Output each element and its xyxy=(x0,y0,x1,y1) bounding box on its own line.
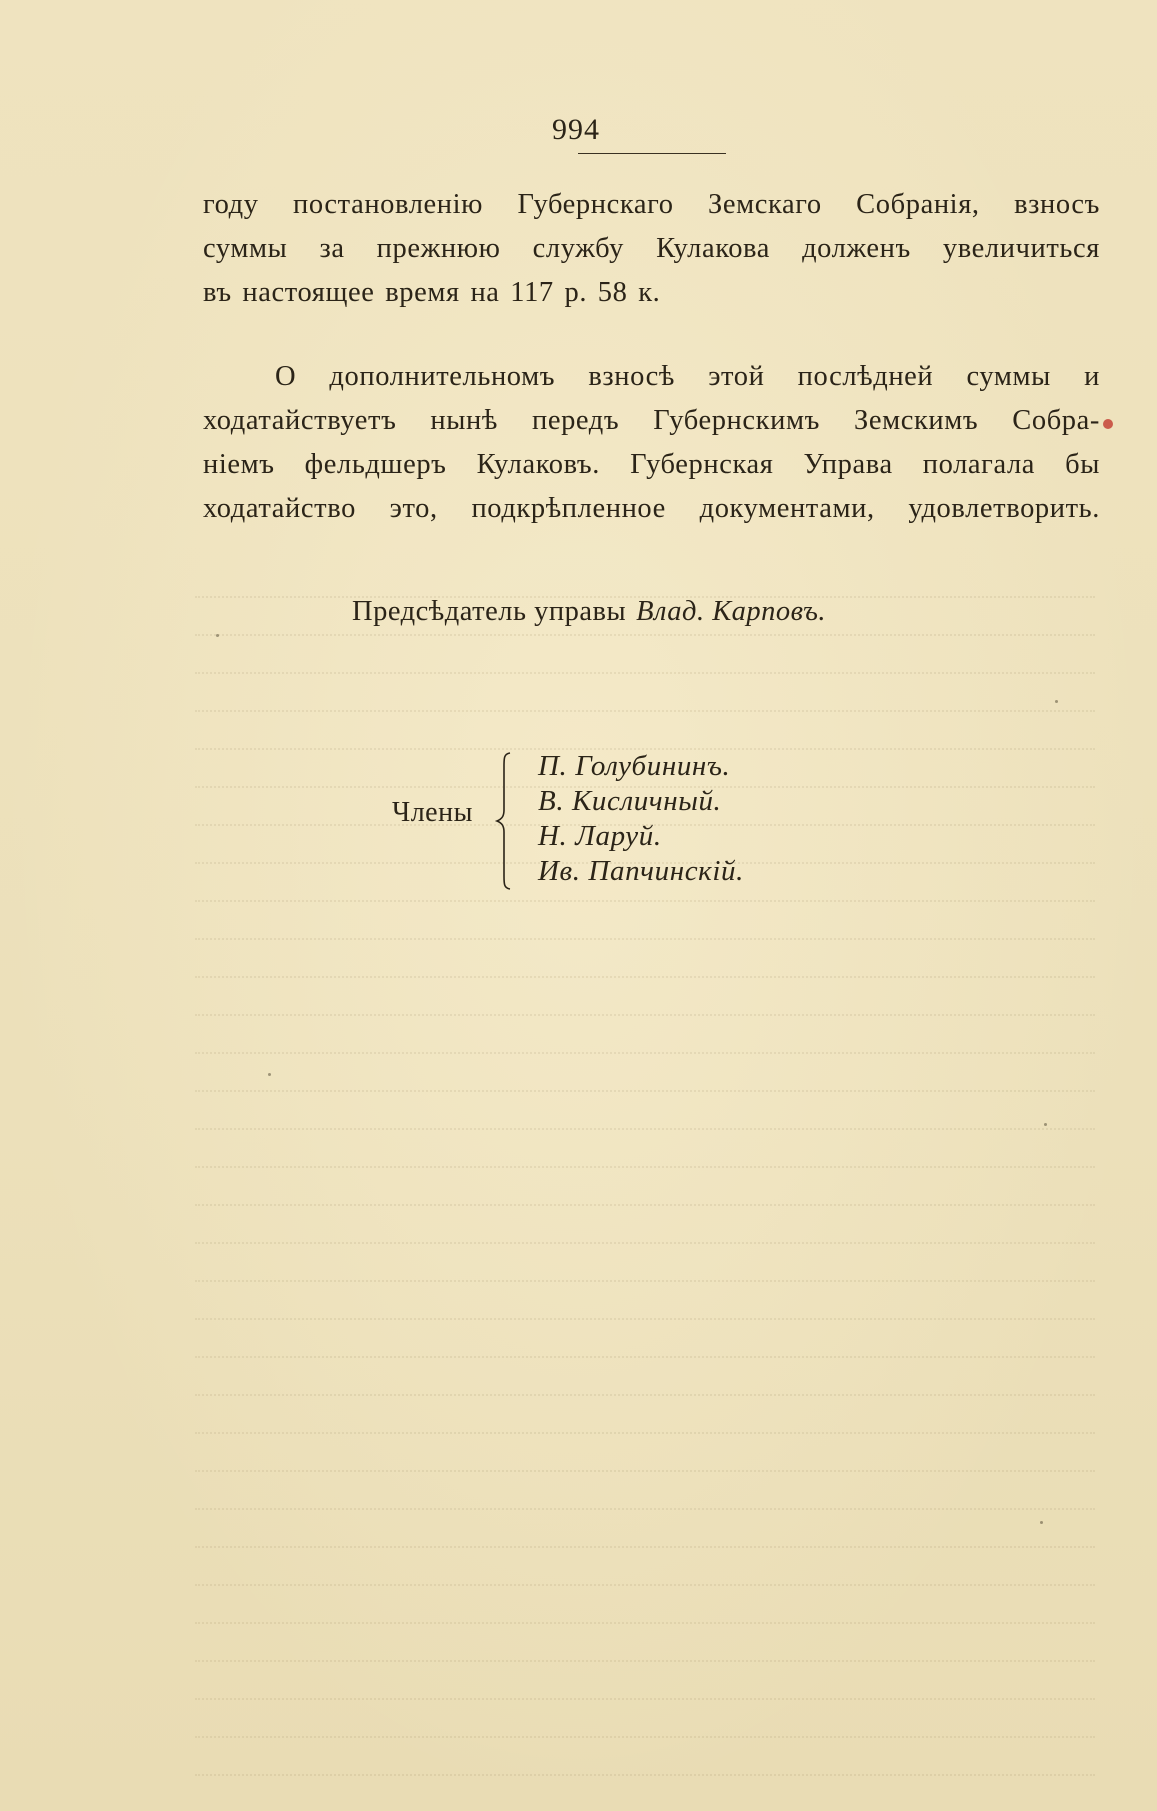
margin-mark xyxy=(1103,419,1113,429)
member-name: Н. Ларуй. xyxy=(538,820,662,852)
text-line: ходатайствуетъ нынѣ передъ Губернскимъ Земскимъ Собра- xyxy=(203,405,1100,436)
text-line: О дополнительномъ взносѣ этой послѣдней суммы и xyxy=(275,361,1100,392)
paragraph-2 xyxy=(203,355,1100,531)
curly-brace xyxy=(494,752,514,890)
paper-speck xyxy=(216,634,219,637)
paper-speck xyxy=(1044,1123,1047,1126)
text-line: году постановленію Губернскаго Земскаго Собранія, взносъ xyxy=(203,189,1100,220)
text-line: ходатайство это, подкрѣпленное документами, удовлетворить. xyxy=(203,493,1100,524)
page-number: 994 xyxy=(552,113,600,146)
member-name: П. Голубининъ. xyxy=(538,750,731,782)
paper-speck xyxy=(268,1073,271,1076)
chairman-title: Предсѣдатель управы xyxy=(352,596,627,627)
members-list xyxy=(538,749,744,889)
bleed-through-texture xyxy=(195,560,1095,1776)
members-label: Члены xyxy=(392,797,473,828)
paper-speck xyxy=(1055,700,1058,703)
text-line: ніемъ фельдшеръ Кулаковъ. Губернская Управа полагала бы xyxy=(203,449,1100,480)
chairman-signature xyxy=(352,596,826,628)
paragraph-1 xyxy=(203,183,1100,315)
member-name: В. Кисличный. xyxy=(538,785,722,817)
paper-speck xyxy=(1040,1521,1043,1524)
text-line: суммы за прежнюю службу Кулакова долженъ увеличиться xyxy=(203,233,1100,264)
text-line: въ настоящее время на 117 р. 58 к. xyxy=(203,277,661,308)
member-name: Ив. Папчинскій. xyxy=(538,855,744,887)
page-number-rule xyxy=(578,153,726,154)
chairman-name: Влад. Карповъ. xyxy=(636,596,827,627)
